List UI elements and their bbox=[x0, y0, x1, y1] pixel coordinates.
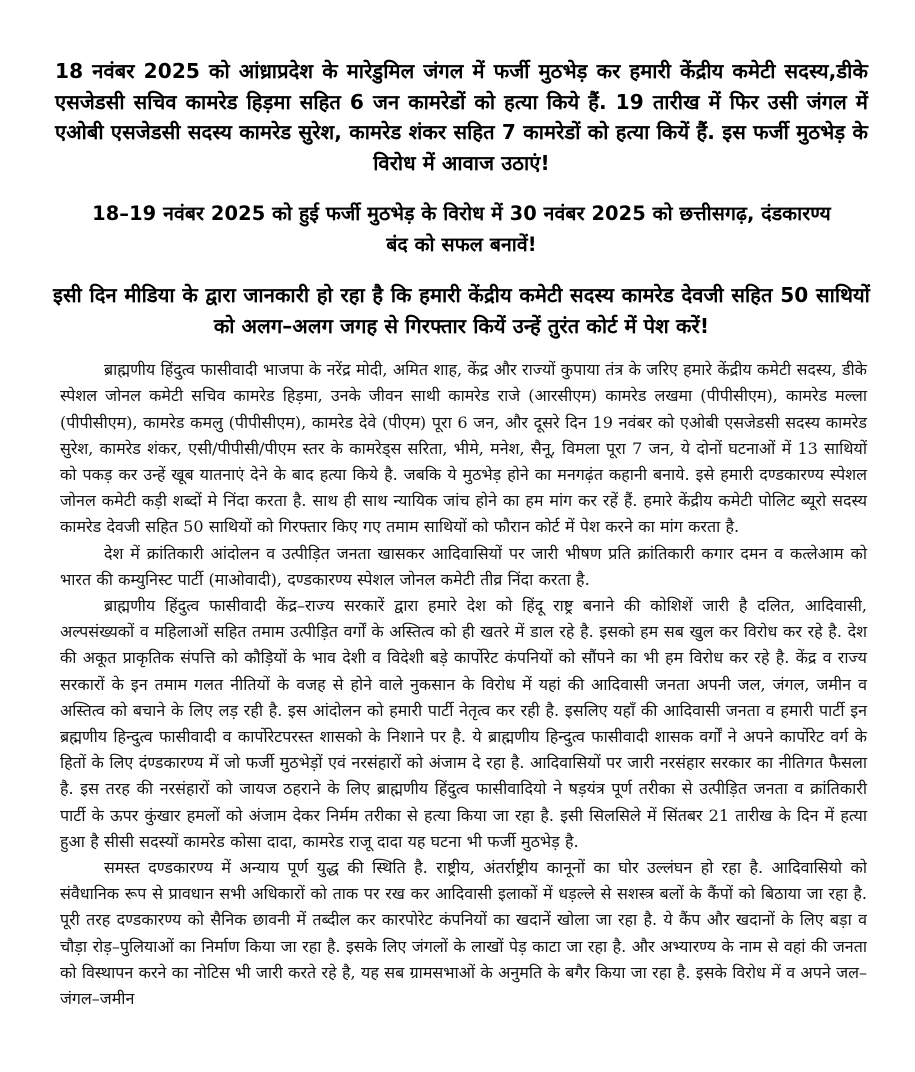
paragraph-condemnation-repression: देश में क्रांतिकारी आंदोलन व उत्पीड़ित जनता खासकर आदिवासियों पर जारी भीषण प्रति क्रांतिकारी कगार दमन व कत्लेआम को भारत की कम्युनिस्ट पार्टी (माओवादी), दण्डकारण्य स्पेशल जोनल कमेटी तीव्र निंदा करता है. bbox=[60, 543, 867, 589]
paragraph-war-militarization: समस्त दण्डकारण्य में अन्याय पूर्ण युद्ध की स्थिति है. राष्ट्रीय, अंतर्राष्ट्रीय कानूनों का घोर उल्लंघन हो रहा है. आदिवासियो को संवैधानिक रूप से प्रावधान सभी अधिकारों को ताक पर रख कर आदिवासी इलाकों में धड़ल्ले से सशस्त्र बलों के कैंपों को बिठाया जा रहा है. पूरी तरह दण्डकारण्य को सैनिक छावनी में तब्दील कर कारपोरेट कंपनियों का खदानें खोला जा रहा है. ये कैंप और खदानों के लिए बड़ा व चौड़ा रोड़–पुलियाओं का निर्माण किया जा रहा है. इसके लिए जंगलों के लाखों पेड़ काटा जा रहा है. और अभ्यारण्य के नाम से वहां की जनता को विस्थापन करने का नोटिस भी जारी करते रहे है, यह सब ग्रामसभाओं के अनुमति के बगैर किया जा रहा है. इसके विरोध में व अपने जल–जंगल–जमीन bbox=[60, 858, 867, 1009]
paragraph-hindu-rashtra-corporate: ब्राह्मणीय हिंदुत्व फासीवादी केंद्र–राज्य सरकारें द्वारा हमारे देश को हिंदू राष्ट्र बनाने की कोशिशें जारी है दलित, आदिवासी, अल्पसंख्यकों व महिलाओं सहित तमाम उत्पीड़ित वर्गों के अस्तित्व को ही खतरे में डाल रहे है. इसको हम सब खुल कर विरोध कर रहे है. देश की अकूत प्राकृतिक संपत्ति को कौड़ियों के भाव देशी व विदेशी बड़े कार्पोरेट कंपनियों को सौंपने का भी हम विरोध कर रहे है. केंद्र व राज्य सरकारों के इन तमाम गलत नीतियों के वजह से होने वाले नुकसान के विरोध में यहां की आदिवासी जनता अपनी जल, जंगल, जमीन व अस्तित्व को बचाने के लिए लड़ रही है. इस आंदोलन को हमारी पार्टी नेतृत्व कर रही है. इसलिए यहॉं की आदिवासी जनता व हमारी पार्टी इन ब्रह्मणीय हिन्दुत्व फासीवादी व कार्पोरेटपरस्त शासको के निशाने पर है. ये ब्राह्मणीय हिन्दुत्व फासीवादी शासक वर्गों ने अपने कार्पोरेट वर्ग के हितों के लिए दंण्डकारण्य में जो फर्जी मुठभेड़ों एवं नरसंहारों को अंजाम दे रहा है. आदिवासियों पर जारी नरसंहार सरकार का नीतिगत फैसला है. इस तरह की नरसंहारों को जायज ठहराने के लिए ब्राह्मणीय हिंदुत्व फासीवादियो ने षड़यंत्र पूर्ण तरीका से उत्पीड़ित जनता व क्रांतिकारी पार्टी के ऊपर कुंखार हमलों को अंजाम देकर निर्मम तरीका से हत्या किया जा रहा है. इसी सिलसिले में सिंतबर 21 तारीख के दिन में हत्या हुआ है सीसी सदस्यों कामरेड कोसा दादा, कामरेड राजू दादा यह घटना भी फर्जी मुठभेड़ है. bbox=[60, 596, 867, 851]
headline-bandh-call: 18–19 नवंबर 2025 को हुई फर्जी मुठभेड़ के विरोध में 30 नवंबर 2025 को छत्तीसगढ़, दंडकारण्य बंद को सफल बनावें! bbox=[92, 202, 831, 256]
headline-encounter-condemnation: 18 नवंबर 2025 को आंध्राप्रदेश के मारेडुमिल जंगल में फर्जी मुठभेड़ कर हमारी केंद्रीय कमेटी सदस्य,डीके एसजेडसी सचिव कामरेड हिड़मा सहित 6 जन कामरेडों को हत्या किये हैं. 19 तारीख में फिर उसी जंगल में एओबी एसजेडसी सदस्य कामरेड सुरेश, कामरेड शंकर सहित 7 कामरेडों को हत्या कियें हैं. इस फर्जी मुठभेड़ के विरोध में आवाज उठाएं! bbox=[55, 59, 868, 175]
paragraph-killings-detail: ब्राह्मणीय हिंदुत्व फासीवादी भाजपा के नरेंद्र मोदी, अमित शाह, केंद्र और राज्यों कुपाया तंत्र के जरिए हमारे केंद्रीय कमेटी सदस्य, डीके स्पेशल जोनल कमेटी सचिव कामरेड हिड़मा, उनके जीवन साथी कामरेड राजे (आरसीएम) कामरेड लखमा (पीपीसीएम), कामरेड मल्ला (पीपीसीएम), कामरेड कमलु (पीपीसीएम), कामरेड देवे (पीएम) पूरा 6 जन, और दूसरे दिन 19 नवंबर को एओबी एसजेडसी सदस्य कामरेड सुरेश, कामरेड शंकर, एसी/पीपीसी/पीएम स्तर के कामरेड्स सरिता, भीमे, मनेश, सैनू, विमला पूरा 7 जन, ये दोनों घटनाओं में 13 साथियों को पकड़ कर उन्हें खूब यातनाएं देने के बाद हत्या किये है. जबकि ये मुठभेड़ होने का मनगढ़ंत कहानी बनाये. इसे हमारी दण्डकारण्य स्पेशल जोनल कमेटी कड़ी शब्दों मे निंदा करता है. साथ ही साथ न्यायिक जांच होने का हम मांग कर रहें हैं. हमारे केंद्रीय कमेटी पोलिट ब्यूरो सदस्य कामरेड देवजी सहित 50 साथियों को गिरफ्तार किए गए तमाम साथियों को फौरान कोर्ट में पेश करने का मांग करता है. bbox=[60, 360, 867, 537]
headline-arrest-demand: इसी दिन मीडिया के द्वारा जानकारी हो रहा है कि हमारी केंद्रीय कमेटी सदस्य कामरेड देवजी सहित 50 साथियों को अलग–अलग जगह से गिरफ्तार कियें उन्हें तुरंत कोर्ट में पेश करें! bbox=[53, 283, 870, 339]
document-body bbox=[53, 357, 870, 1012]
